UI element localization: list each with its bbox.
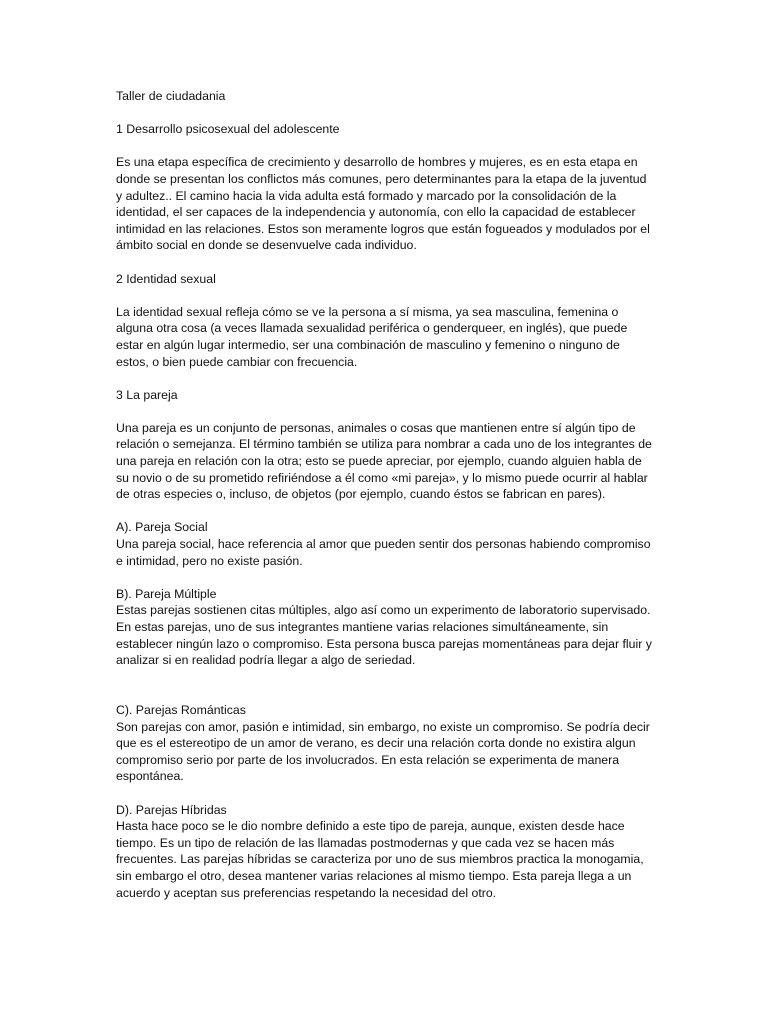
subsection-a-heading: A). Pareja Social bbox=[116, 520, 208, 535]
section-1-heading: 1 Desarrollo psicosexual del adolescente bbox=[116, 122, 340, 137]
section-3-body: Una pareja es un conjunto de personas, animales o cosas que mantienen entre sí algún tipo de relación o semejanza. El término también se utiliza para nombrar a cada uno de los integrantes de una pareja en relación con la otra; esto se puede apreciar, por ejemplo, cuando alguien habla de su novio o de su prometido refiriéndose a él como «mi pareja», y lo mismo puede ocurrir al hablar de otras especies o, incluso, de objetos (por ejemplo, cuando éstos se fabrican en pares). bbox=[116, 420, 652, 502]
subsection-d-body: Hasta hace poco se le dio nombre definido a este tipo de pareja, aunque, existen desde hace tiempo. Es un tipo de relación de las llamadas postmodernas y que cada vez se hacen más frecuentes. Las parejas híbridas se caracteriza por uno de sus miembros practica la monogamia, sin embargo el otro, desea mantener varias relaciones al mismo tiempo. Esta pareja llega a un acuerdo y aceptan sus preferencias respetando la necesidad del otro. bbox=[116, 819, 644, 900]
subsection-b-heading: B). Pareja Múltiple bbox=[116, 586, 217, 601]
subsection-c-heading: C). Parejas Románticas bbox=[116, 702, 246, 717]
section-2-body: La identidad sexual refleja cómo se ve la persona a sí misma, ya sea masculina, femenina o alguna otra cosa (a veces llamada sexualidad periférica o genderqueer, en inglés), que puede estar en algún lugar intermedio, ser una combinación de masculino y femenino o ninguno de estos, o bien puede cambiar con frecuencia. bbox=[116, 304, 628, 369]
section-3-heading: 3 La pareja bbox=[116, 387, 178, 402]
subsection-a-body: Una pareja social, hace referencia al amor que pueden sentir dos personas habiendo compromiso e intimidad, pero no existe pasión. bbox=[116, 537, 651, 568]
subsection-d-heading: D). Parejas Híbridas bbox=[116, 802, 227, 817]
subsection-c-body: Son parejas con amor, pasión e intimidad, sin embargo, no existe un compromiso. Se podría decir que es el estereotipo de un amor de verano, es decir una relación corta donde no existira algun compromiso serio por parte de los involucrados. En esta relación se experimenta de manera espontánea. bbox=[116, 719, 650, 784]
document-page bbox=[116, 88, 656, 918]
subsection-b-body: Estas parejas sostienen citas múltiples, algo así como un experimento de laboratorio supervisado. En estas parejas, uno de sus integrantes mantiene varias relaciones simultáneamente, sin establecer ningún lazo o compromiso. Esta persona busca parejas momentáneas para dejar fluir y analizar si en realidad podría llegar a algo de seriedad. bbox=[116, 603, 652, 668]
section-1-body: Es una etapa específica de crecimiento y desarrollo de hombres y mujeres, es en esta etapa en donde se presentan los conflictos más comunes, pero determinantes para la etapa de la juventud y adultez.. El camino hacia la vida adulta está formado y marcado por la consolidación de la identidad, el ser capaces de la independencia y autonomía, con ello la capacidad de establecer intimidad en las relaciones. Estos son meramente logros que están fogueados y modulados por el ámbito social en donde se desenvuelve cada individuo. bbox=[116, 155, 650, 253]
section-2-heading: 2 Identidad sexual bbox=[116, 271, 216, 286]
document-title: Taller de ciudadania bbox=[116, 89, 226, 103]
